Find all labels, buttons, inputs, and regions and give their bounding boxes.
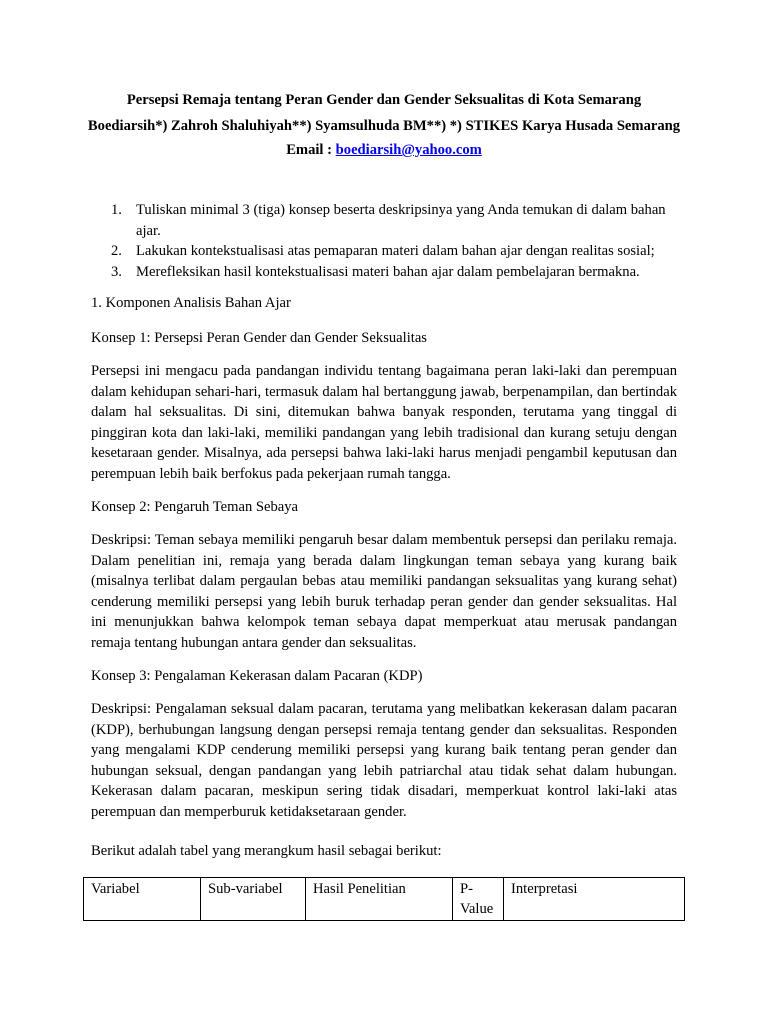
email-line <box>0 142 768 159</box>
table-header-row <box>84 878 685 921</box>
list-item-number: 3. <box>111 263 122 280</box>
concept-3-body: Deskripsi: Pengalaman seksual dalam pacaran, terutama yang melibatkan kekerasan dalam pacaran (KDP), berhubungan langsung dengan persepsi remaja tentang gender dan seksualitas. Responden yang mengalami KDP cenderung memiliki persepsi yang kurang baik tentang peran gender dan hubungan seksual, dengan pandangan yang lebih patriarchal atau tidak sehat dalam hubungan. Kekerasan dalam pacaran, meskipun sering tidak disadari, memperkuat kontrol laki-laki atas perempuan dan memperburuk ketidaksetaraan gender. <box>91 701 677 820</box>
list-item <box>91 200 681 241</box>
section-heading: 1. Komponen Analisis Bahan Ajar <box>91 295 291 311</box>
table-header-cell: Interpretasi <box>504 878 685 921</box>
table-header-cell: Hasil Penelitian <box>306 878 453 921</box>
list-item-text: Lakukan kontekstualisasi atas pemaparan materi dalam bahan ajar dengan realitas sosial; <box>136 243 655 259</box>
concept-1-title: Konsep 1: Persepsi Peran Gender dan Gender Seksualitas <box>91 330 427 346</box>
table-header-cell: Variabel <box>84 878 201 921</box>
email-label: Email : <box>286 142 332 158</box>
email-link[interactable]: boediarsih@yahoo.com <box>335 142 482 158</box>
paper-authors: Boediarsih*) Zahroh Shaluhiyah**) Syamsulhuda BM**) *) STIKES Karya Husada Semarang <box>87 118 681 134</box>
list-item-text: Tuliskan minimal 3 (tiga) konsep beserta deskripsinya yang Anda temukan di dalam bahan ajar. <box>136 202 666 239</box>
table-header-cell: P-Value <box>453 878 504 921</box>
concept-2-title: Konsep 2: Pengaruh Teman Sebaya <box>91 499 299 515</box>
table-intro: Berikut adalah tabel yang merangkum hasil sebagai berikut: <box>91 843 442 859</box>
list-item <box>91 262 681 283</box>
list-item-number: 1. <box>111 202 122 218</box>
concept-1-body: Persepsi ini mengacu pada pandangan individu tentang bagaimana peran laki-laki dan perempuan dalam kehidupan sehari-hari, termasuk dalam hal bertanggung jawab, berpenampilan, dan bertindak dalam hal seksualitas. Di sini, ditemukan bahwa banyak responden, terutama yang tinggal di pinggiran kota dan laki-laki, memiliki pandangan yang lebih tradisional dan kurang setuju dengan kesetaraan gender. Misalnya, ada persepsi bahwa laki-laki harus menjadi pengambil keputusan dan perempuan lebih baik berfokus pada pekerjaan rumah tangga. <box>91 363 677 482</box>
concept-3-title: Konsep 3: Pengalaman Kekerasan dalam Pacaran (KDP) <box>91 668 423 684</box>
list-item-number: 2. <box>111 243 122 259</box>
table-header-cell: Sub-variabel <box>201 878 306 921</box>
paper-title: Persepsi Remaja tentang Peran Gender dan Gender Seksualitas di Kota Semarang <box>126 92 642 108</box>
task-list <box>91 200 681 282</box>
concept-2-body: Deskripsi: Teman sebaya memiliki pengaruh besar dalam membentuk persepsi dan perilaku remaja. Dalam penelitian ini, remaja yang berada dalam lingkungan teman sebaya yang kurang baik (misalnya terlibat dalam pergaulan bebas atau memiliki pandangan seksualitas yang kurang sehat) cenderung memiliki persepsi yang lebih buruk terhadap peran gender dan gender seksualitas. Hal ini menunjukkan bahwa kelompok teman sebaya dapat memperkuat atau merusak pandangan remaja tentang hubungan antara gender dan seksualitas. <box>91 532 677 651</box>
list-item <box>91 241 681 262</box>
results-table <box>83 877 685 921</box>
list-item-text: Merefleksikan hasil kontekstualisasi materi bahan ajar dalam pembelajaran bermakna. <box>136 263 640 280</box>
